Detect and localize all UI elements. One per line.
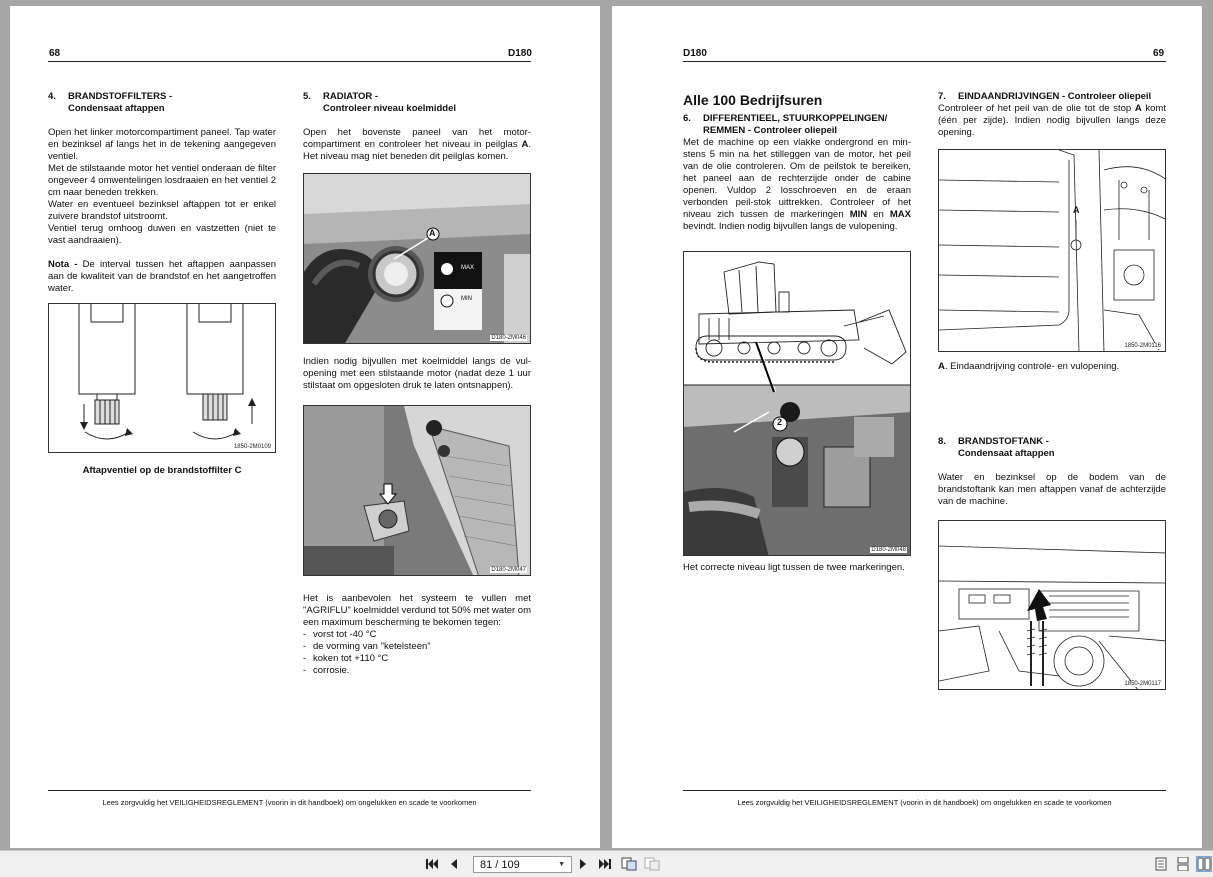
section-6-para: Met de machine op een vlakke ondergrond en min-stens 5 min na het stilleggen van de motor, het peil van de olie controleren. Om de peilstok te bereiken, het paneel aan de rechterzijde onder de cabine openen. Vuldop 2 losschroeven en de eraan verbonden peil-stok uittrekken. Controleer of het niveau zich tussen de markeringen MIN en MAX bevindt. Indien nodig bijvullen langs de vulopening. bbox=[683, 137, 911, 232]
section-7-title: 7. EINDAANDRIJVINGEN - Controleer oliepeil bbox=[938, 91, 1152, 102]
fuel-filter-figure bbox=[48, 303, 276, 453]
section-7-caption: A. Eindaandrijving controle- en vulopening. bbox=[938, 361, 1120, 372]
differential-dipstick-figure bbox=[683, 251, 911, 556]
section-6-caption: Het correcte niveau ligt tussen de twee markeringen. bbox=[683, 562, 905, 573]
plug-label: A bbox=[1073, 205, 1080, 215]
min-marker-label: MIN bbox=[461, 296, 472, 302]
fit-width-button[interactable] bbox=[644, 856, 660, 872]
section-4-para: Open het linker motorcompartiment paneel. Tap water en bezinksel af langs het in de tekening aangegeven ventiel. bbox=[48, 127, 276, 162]
section-4-title: 4. BRANDSTOFFILTERS - Condensaat aftappen bbox=[48, 91, 173, 114]
next-page-button[interactable] bbox=[575, 856, 591, 872]
header-rule bbox=[683, 61, 1166, 62]
section-5-para: Open het bovenste paneel van het motor-compartiment en controleer het niveau in peilglas A. Het niveau mag niet beneden dit peilglas komen. bbox=[303, 127, 531, 162]
list-item: - koken tot +110 °C bbox=[303, 653, 531, 665]
figure-code: 1850-2M0109 bbox=[233, 444, 271, 450]
last-page-button[interactable] bbox=[597, 856, 613, 872]
section-6-title: 6. DIFFERENTIEEL, STUURKOPPELINGEN/ REMMEN - Controleer oliepeil bbox=[683, 113, 888, 136]
section-6 bbox=[683, 91, 911, 233]
prev-page-icon bbox=[449, 858, 459, 870]
page-number: 69 bbox=[1153, 48, 1165, 59]
next-page-icon bbox=[578, 858, 588, 870]
single-page-icon bbox=[1155, 857, 1167, 871]
page-footer: Lees zorgvuldig het VEILIGHEIDSREGLEMENT (voorin in dit handboek) om ongelukken en scade te voorkomen bbox=[102, 798, 477, 807]
section-4-para: Met de stilstaande motor het ventiel onderaan de filter ongeveer 4 omwentelingen losdraaien en het ventiel 2 cm naar beneden trekken. bbox=[48, 163, 276, 198]
max-marker-label: MAX bbox=[461, 265, 475, 271]
section-4-para: Water en eventueel bezinksel aftappen tot er enkel zuivere brandstof uitstroomt. bbox=[48, 199, 276, 222]
viewer-toolbar bbox=[0, 850, 1213, 877]
section-8-title: 8. BRANDSTOFTANK - Condensaat aftappen bbox=[938, 436, 1055, 459]
page-number-input[interactable]: 81 / 109 ▼ bbox=[473, 856, 572, 873]
section-4-para: Ventiel terug omhoog duwen en vastzetten (niet te vast aandraaien). bbox=[48, 223, 276, 246]
two-page-icon bbox=[1197, 857, 1211, 871]
section-5-recommend: Het is aanbevolen het systeem te vullen met "AGRIFLU" koelmiddel verdund tot 50% met water om een maximum bescherming te bekomen tegen: - vorst tot -40 °C - de vorming van "ketelsteen" - koken tot +110 °C - corrosie. bbox=[303, 593, 531, 677]
section-4 bbox=[48, 91, 276, 295]
section-5 bbox=[303, 91, 531, 163]
model-label: D180 bbox=[508, 48, 532, 59]
right-page bbox=[612, 6, 1202, 848]
section-5-title: 5. RADIATOR - Controleer niveau koelmiddel bbox=[303, 91, 457, 114]
list-item: - corrosie. bbox=[303, 665, 531, 677]
fit-page-icon bbox=[621, 857, 637, 871]
list-item: - vorst tot -40 °C bbox=[303, 629, 531, 641]
last-page-icon bbox=[598, 858, 612, 870]
figure-code: 1850-2M0116 bbox=[1124, 343, 1161, 349]
left-page bbox=[10, 6, 600, 848]
final-drive-figure bbox=[938, 149, 1166, 352]
protection-list bbox=[303, 629, 531, 677]
fit-width-icon bbox=[644, 857, 660, 871]
figure-code: 1850-2M0117 bbox=[1124, 681, 1161, 687]
header-rule bbox=[48, 61, 531, 62]
footer-rule bbox=[48, 790, 531, 791]
first-page-icon bbox=[425, 858, 439, 870]
page-heading: Alle 100 Bedrijfsuren bbox=[683, 92, 823, 108]
sightglass-label: A bbox=[429, 228, 436, 238]
page-footer: Lees zorgvuldig het VEILIGHEIDSREGLEMENT (voorin in dit handboek) om ongelukken en scade te voorkomen bbox=[737, 798, 1112, 807]
section-5-refill: Indien nodig bijvullen met koelmiddel langs de vul-opening met een stilstaande motor (nadat deze 1 uur stilstaat om opgesloten druk te laten ontsnappen). bbox=[303, 356, 531, 391]
first-page-button[interactable] bbox=[424, 856, 440, 872]
figure-code: D180-2M048 bbox=[871, 547, 906, 553]
page-number: 68 bbox=[49, 48, 61, 59]
fuel-filter-caption: Aftapventiel op de brandstoffilter C bbox=[82, 465, 242, 476]
model-label: D180 bbox=[683, 48, 707, 59]
continuous-icon bbox=[1177, 857, 1189, 871]
section-7-para: Controleer of het peil van de olie tot de stop A komt (één per zijde). Indien nodig bijvullen langs deze opening. bbox=[938, 103, 1166, 138]
dropdown-arrow-icon: ▼ bbox=[558, 861, 565, 868]
single-page-view-button[interactable] bbox=[1153, 856, 1169, 872]
continuous-view-button[interactable] bbox=[1175, 856, 1191, 872]
radiator-filler-photo bbox=[303, 405, 531, 576]
filler-cap-label: 2 bbox=[777, 417, 783, 427]
figure-code: D180-2M046 bbox=[491, 335, 526, 341]
two-page-view-button[interactable] bbox=[1196, 856, 1212, 872]
radiator-sightglass-photo bbox=[303, 173, 531, 344]
list-item: - de vorming van "ketelsteen" bbox=[303, 641, 531, 653]
section-4-note: Nota - De interval tussen het aftappen aanpassen aan de kwaliteit van de brandstof en het aangetroffen water. bbox=[48, 259, 277, 294]
figure-code: D180-2M047 bbox=[491, 567, 526, 573]
footer-rule bbox=[683, 790, 1166, 791]
prev-page-button[interactable] bbox=[446, 856, 462, 872]
section-7 bbox=[938, 91, 1166, 139]
section-8-para: Water en bezinksel op de bodem van de brandstoftank kan men aftappen vanaf de achterzijde van de machine. bbox=[938, 472, 1166, 507]
fit-page-button[interactable] bbox=[621, 856, 637, 872]
fuel-tank-figure bbox=[938, 520, 1166, 690]
section-8 bbox=[938, 436, 1166, 508]
